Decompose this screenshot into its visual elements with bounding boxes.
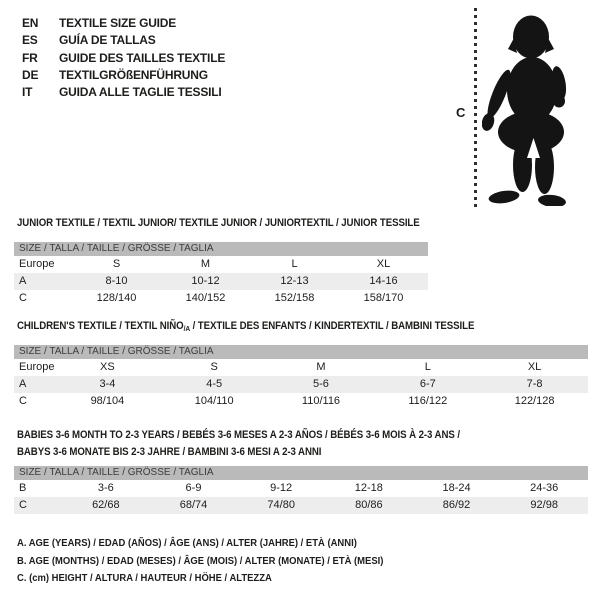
table-cell: 98/104: [90, 395, 125, 407]
toddler-silhouette-image: [482, 10, 568, 206]
table-cell: XL: [376, 258, 391, 270]
table-row: [14, 393, 588, 410]
language-title: GUIDA ALLE TAGLIE TESSILI: [59, 85, 222, 100]
row-label: A: [19, 275, 27, 287]
legend-line-age-months: B. AGE (MONTHS) / EDAD (MESES) / ÂGE (MOIS) / ALTER (MONATE) / ETÀ (MESI): [17, 554, 384, 567]
row-label: C: [19, 499, 27, 511]
table-cell: 158/170: [363, 292, 404, 304]
table-cell: M: [200, 258, 211, 270]
table-cell: S: [210, 361, 218, 373]
section-heading-children-suffix: / TEXTILE DES ENFANTS / KINDERTEXTIL / BAMBINI TESSILE: [190, 320, 475, 332]
table-cell: 8-10: [105, 275, 128, 287]
table-cell: 128/140: [96, 292, 137, 304]
table-cell: 110/116: [301, 395, 341, 407]
section-heading-babies-line2: BABYS 3-6 MONATE BIS 2-3 JAHRE / BAMBINI 3-6 MESI A 2-3 ANNI: [17, 446, 322, 458]
section-heading-children: [17, 320, 474, 333]
table-cell: XS: [100, 361, 115, 373]
row-label: C: [19, 292, 27, 304]
table-cell: 10-12: [191, 275, 220, 287]
language-code: ES: [22, 33, 38, 48]
row-label: Europe: [19, 361, 55, 373]
row-label: A: [19, 378, 27, 390]
section-heading-children-subscript: /A: [183, 324, 191, 333]
table-row: [14, 497, 588, 514]
table-cell: 3-4: [99, 378, 116, 390]
size-table-babies: [14, 466, 588, 514]
table-cell: 3-6: [97, 482, 114, 494]
table-cell: 12-18: [354, 482, 383, 494]
table-cell: 6-7: [419, 378, 436, 390]
language-title: TEXTILGRÖßENFÜHRUNG: [59, 67, 208, 82]
language-row: [22, 84, 225, 101]
table-row: [14, 256, 428, 273]
table-cell: 7-8: [526, 378, 543, 390]
section-heading-babies-line1: BABIES 3-6 MONTH TO 2-3 YEARS / BEBÉS 3-6 MESES A 2-3 AÑOS / BÉBÉS 3-6 MOIS À 2-3 ANS /: [17, 429, 460, 441]
table-cell: 74/80: [267, 499, 295, 511]
table-cell: 5-6: [313, 378, 329, 390]
language-code: IT: [22, 85, 33, 100]
language-code: DE: [22, 67, 39, 82]
table-cell: 92/98: [530, 499, 558, 511]
legend-line-height: C. (cm) HEIGHT / ALTURA / HAUTEUR / HÖHE / ALTEZZA: [17, 572, 272, 584]
table-row: [14, 273, 428, 290]
table-cell: XL: [527, 361, 542, 373]
table-cell: 18-24: [442, 482, 471, 494]
table-cell: 104/110: [194, 395, 234, 407]
table-cell: L: [424, 361, 431, 373]
table-row: [14, 376, 588, 393]
row-label: B: [19, 482, 27, 494]
table-row: [14, 359, 588, 376]
height-dotted-line: [474, 8, 477, 209]
section-heading-junior: JUNIOR TEXTILE / TEXTIL JUNIOR/ TEXTILE JUNIOR / JUNIORTEXTIL / JUNIOR TESSILE: [17, 217, 420, 229]
table-cell: 12-13: [280, 275, 309, 287]
section-heading-babies: [17, 427, 460, 461]
table-cell: 68/74: [179, 499, 208, 511]
language-row: [22, 50, 225, 67]
size-header-band: SIZE / TALLA / TAILLE / GRÖSSE / TAGLIA: [14, 242, 428, 256]
height-marker-label: C: [456, 105, 466, 120]
table-cell: 122/128: [514, 395, 555, 407]
table-cell: 4-5: [206, 378, 223, 390]
table-cell: 24-36: [530, 482, 559, 494]
table-cell: 62/68: [92, 499, 120, 511]
language-row: [22, 32, 225, 49]
table-cell: M: [316, 361, 326, 373]
row-label: Europe: [19, 258, 55, 270]
size-table-children: [14, 345, 588, 410]
language-code: FR: [22, 50, 38, 65]
language-row: [22, 67, 225, 84]
size-header-band: SIZE / TALLA / TAILLE / GRÖSSE / TAGLIA: [14, 345, 588, 359]
language-row: [22, 15, 225, 32]
table-cell: 152/158: [274, 292, 315, 304]
language-title: GUÍA DE TALLAS: [59, 33, 156, 48]
table-cell: L: [291, 258, 298, 270]
size-table-junior: [14, 242, 428, 307]
language-title: TEXTILE SIZE GUIDE: [59, 16, 177, 30]
row-label: C: [19, 395, 27, 407]
table-cell: 80/86: [355, 499, 383, 511]
legend-line-age-years: A. AGE (YEARS) / EDAD (AÑOS) / ÂGE (ANS) / ALTER (JAHRE) / ETÀ (ANNI): [17, 537, 357, 549]
table-cell: S: [112, 258, 121, 270]
language-title: GUIDE DES TAILLES TEXTILE: [59, 50, 226, 65]
table-cell: 116/122: [408, 395, 448, 407]
section-heading-children-prefix: CHILDREN'S TEXTILE / TEXTIL NIÑO: [17, 320, 184, 332]
table-cell: 140/152: [185, 292, 226, 304]
table-cell: 14-16: [369, 275, 398, 287]
table-row: [14, 290, 428, 307]
legend: [17, 535, 383, 588]
table-row: [14, 480, 588, 497]
table-cell: 86/92: [442, 499, 471, 511]
language-code: EN: [22, 16, 39, 30]
table-cell: 6-9: [185, 482, 202, 494]
table-cell: 9-12: [270, 482, 293, 494]
size-header-band: SIZE / TALLA / TAILLE / GRÖSSE / TAGLIA: [14, 466, 588, 480]
language-title-list: [22, 15, 225, 101]
